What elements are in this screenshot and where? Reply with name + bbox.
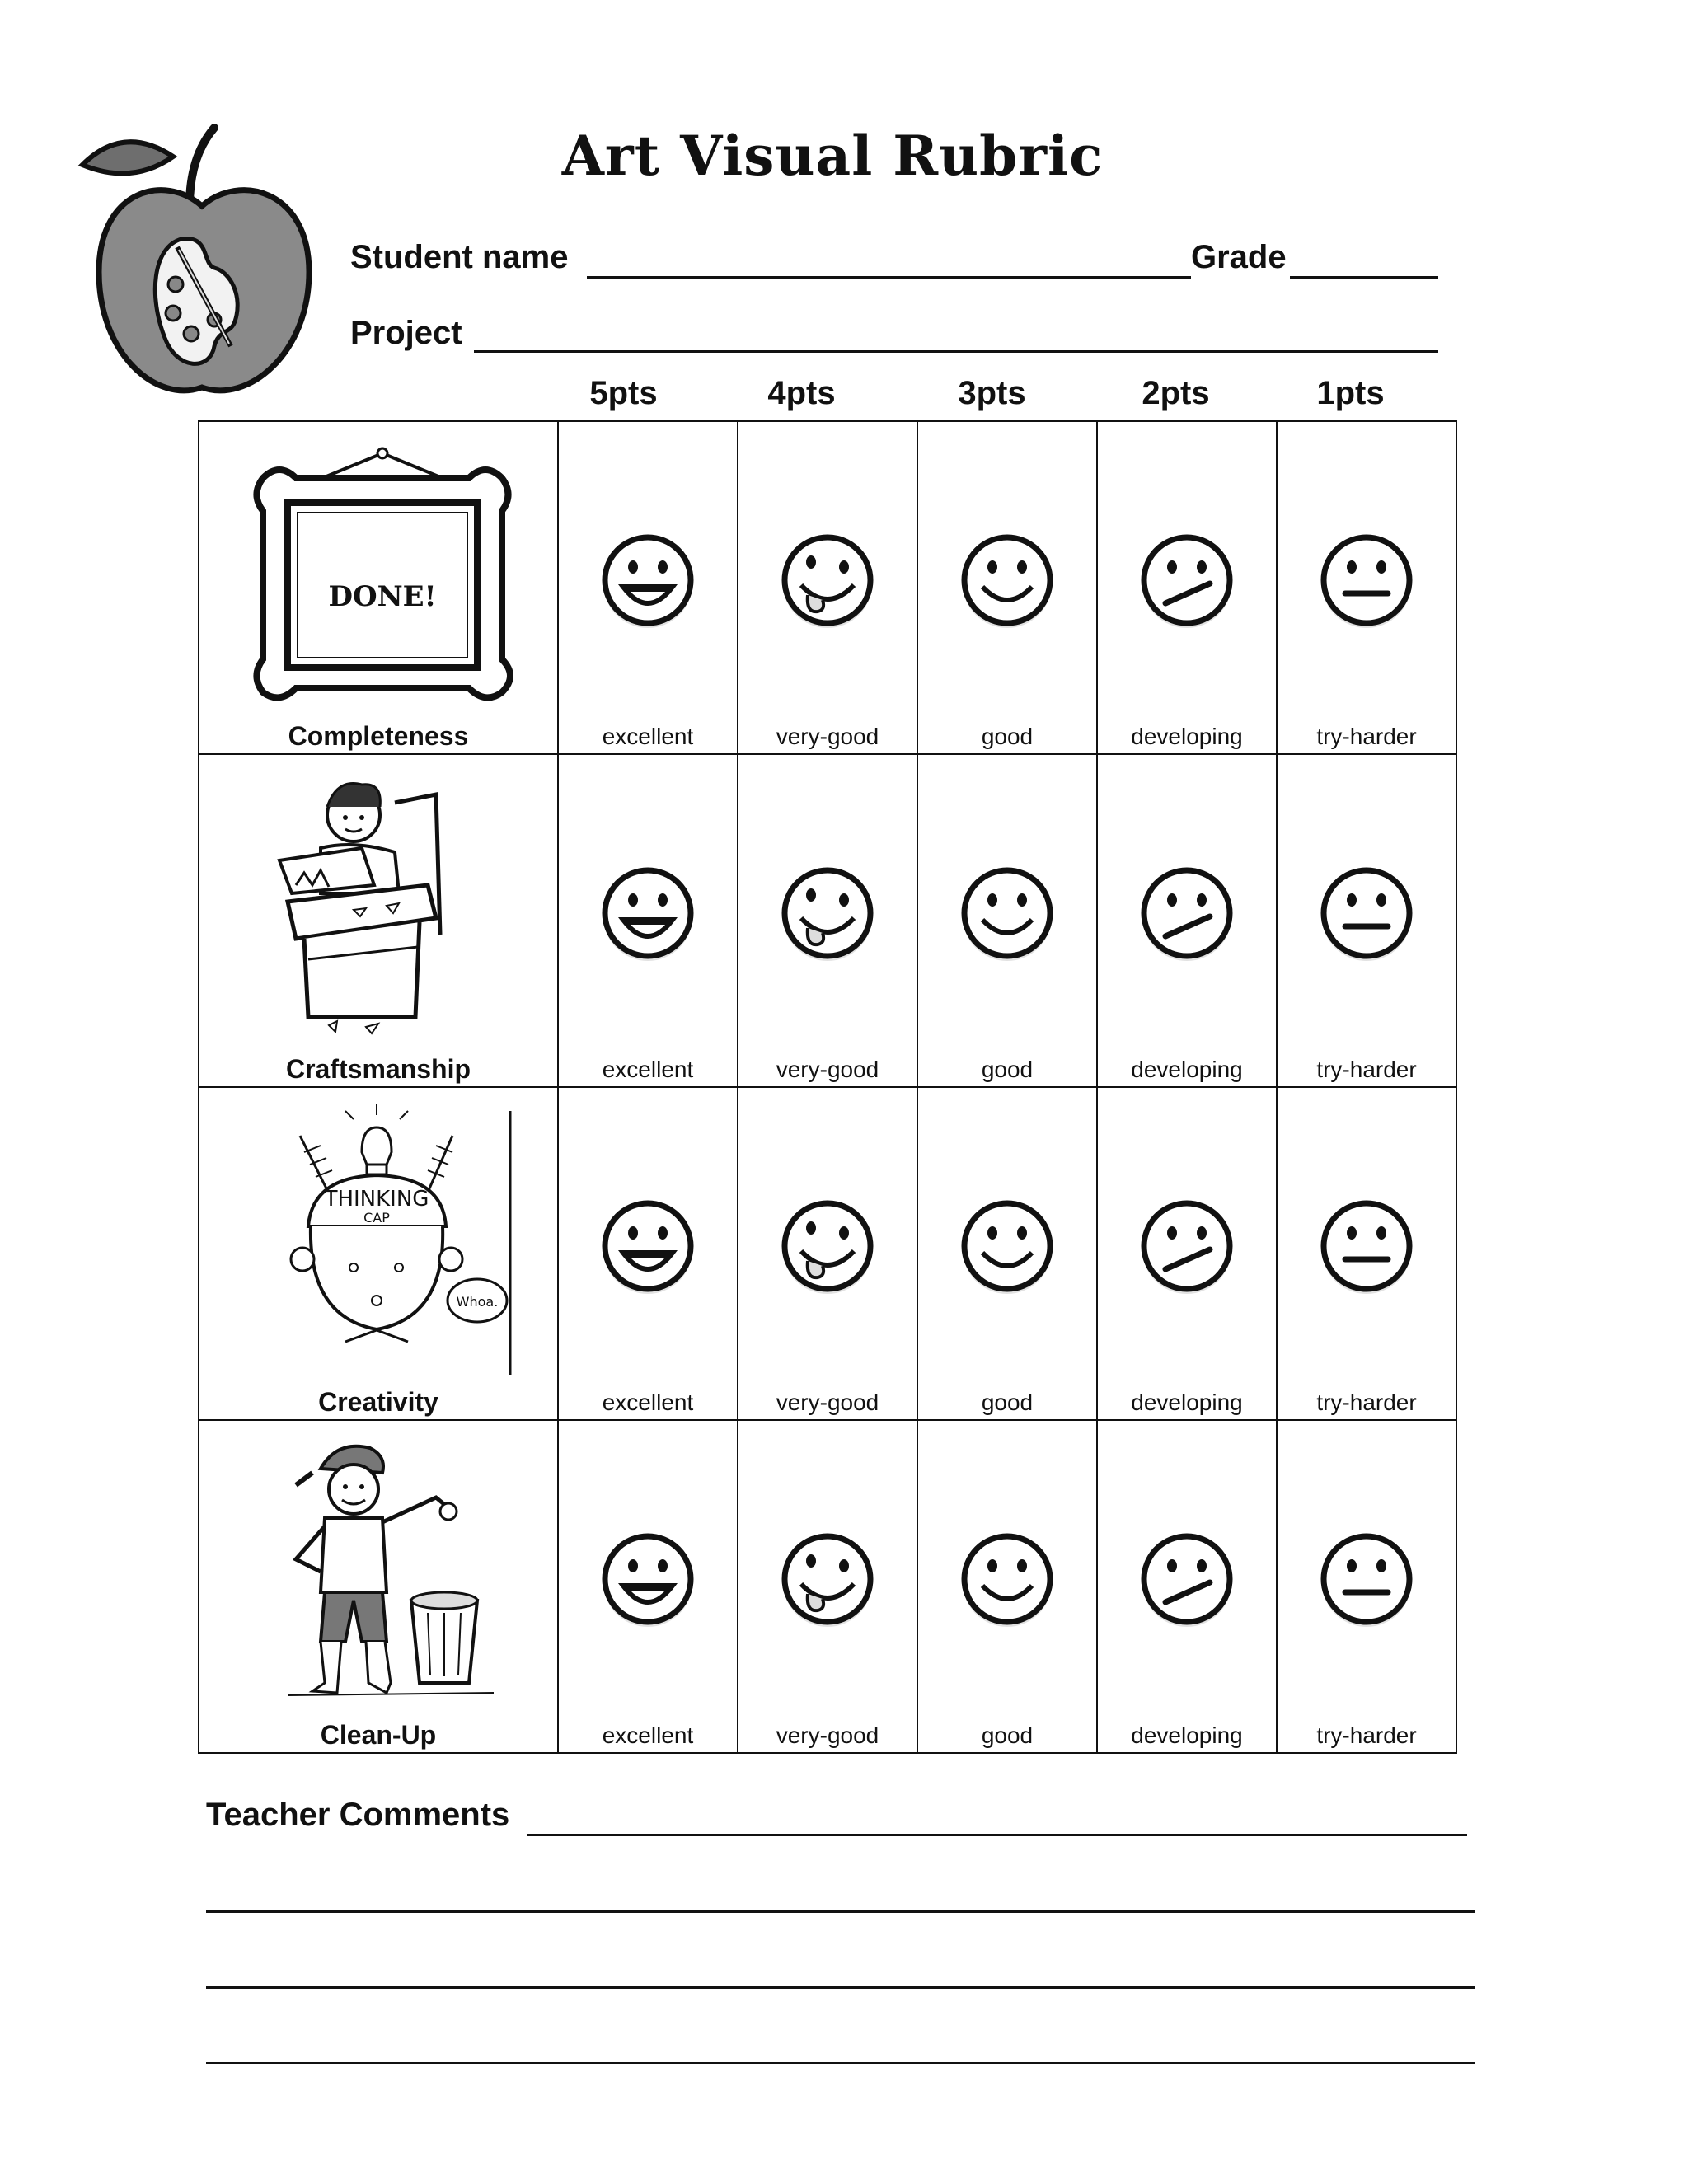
comment-line[interactable] — [206, 1986, 1475, 1989]
rating-label: developing — [1131, 1722, 1243, 1748]
criterion-cell — [199, 1420, 558, 1753]
smile-face-icon — [956, 862, 1058, 964]
smile-face-icon — [956, 1528, 1058, 1630]
rating-label: excellent — [602, 1722, 694, 1748]
criterion-label: Creativity — [318, 1387, 438, 1417]
rating-label: good — [981, 1057, 1034, 1082]
score-cell-4[interactable] — [738, 1087, 917, 1420]
teacher-comments-label: Teacher Comments — [206, 1797, 510, 1833]
criterion-cell — [199, 421, 558, 754]
comment-line[interactable] — [206, 2062, 1475, 2064]
criterion-row — [199, 1087, 1456, 1420]
boy-trash-can-illustration — [230, 1436, 527, 1708]
column-header-points: 4pts — [767, 375, 836, 411]
criterion-cell — [199, 754, 558, 1087]
criterion-row — [199, 1420, 1456, 1753]
rating-label: good — [981, 724, 1034, 749]
smile-face-icon — [956, 1195, 1058, 1297]
rating-label: try-harder — [1316, 724, 1417, 749]
comment-line[interactable] — [528, 1834, 1467, 1836]
rating-label: excellent — [602, 1057, 694, 1082]
score-cell-1[interactable] — [1277, 754, 1456, 1087]
score-cell-1[interactable] — [1277, 1420, 1456, 1753]
score-cell-4[interactable] — [738, 1420, 917, 1753]
score-cell-2[interactable] — [1097, 754, 1277, 1087]
score-cell-5[interactable] — [558, 421, 738, 754]
cap-subtext: CAP — [363, 1210, 390, 1226]
rating-label: very-good — [776, 1057, 879, 1082]
rating-label: try-harder — [1316, 1722, 1417, 1748]
big-grin-face-icon — [597, 862, 699, 964]
rubric-table — [198, 420, 1457, 1754]
page-title: Art Visual Rubric — [561, 124, 1104, 188]
criterion-row — [199, 754, 1456, 1087]
score-cell-1[interactable] — [1277, 1087, 1456, 1420]
score-cell-4[interactable] — [738, 754, 917, 1087]
project-line[interactable] — [474, 350, 1438, 353]
big-grin-face-icon — [597, 529, 699, 631]
neutral-face-icon — [1315, 862, 1418, 964]
score-cell-2[interactable] — [1097, 1420, 1277, 1753]
cap-text: THINKING — [324, 1187, 429, 1212]
score-cell-3[interactable] — [917, 1420, 1097, 1753]
project-label: Project — [350, 315, 462, 351]
boy-cutting-paper-illustration — [230, 770, 527, 1042]
grade-line[interactable] — [1290, 276, 1438, 279]
tongue-out-face-icon — [776, 862, 879, 964]
thinking-cap-kid-illustration — [230, 1103, 527, 1375]
score-cell-3[interactable] — [917, 754, 1097, 1087]
rating-label: very-good — [776, 1722, 879, 1748]
score-cell-3[interactable] — [917, 1087, 1097, 1420]
rating-label: developing — [1131, 1057, 1243, 1082]
crooked-face-icon — [1136, 1195, 1238, 1297]
done-frame-illustration — [230, 437, 527, 709]
rating-label: very-good — [776, 1390, 879, 1415]
rating-label: developing — [1131, 1390, 1243, 1415]
column-header-points: 3pts — [958, 375, 1026, 411]
score-cell-5[interactable] — [558, 754, 738, 1087]
tongue-out-face-icon — [776, 1528, 879, 1630]
score-cell-1[interactable] — [1277, 421, 1456, 754]
rating-label: excellent — [602, 724, 694, 749]
score-cell-2[interactable] — [1097, 1087, 1277, 1420]
neutral-face-icon — [1315, 529, 1418, 631]
comment-line[interactable] — [206, 1910, 1475, 1913]
rating-label: try-harder — [1316, 1057, 1417, 1082]
crooked-face-icon — [1136, 1528, 1238, 1630]
score-cell-4[interactable] — [738, 421, 917, 754]
big-grin-face-icon — [597, 1528, 699, 1630]
frame-caption: DONE! — [328, 580, 437, 613]
rating-label: good — [981, 1390, 1034, 1415]
grade-label: Grade — [1191, 239, 1287, 275]
tongue-out-face-icon — [776, 1195, 879, 1297]
crooked-face-icon — [1136, 862, 1238, 964]
speech-bubble-text: Whoa. — [456, 1294, 499, 1310]
column-header-points: 2pts — [1142, 375, 1210, 411]
student-name-line[interactable] — [587, 276, 1191, 279]
criterion-cell — [199, 1087, 558, 1420]
rating-label: good — [981, 1722, 1034, 1748]
tongue-out-face-icon — [776, 529, 879, 631]
neutral-face-icon — [1315, 1528, 1418, 1630]
rating-label: excellent — [602, 1390, 694, 1415]
big-grin-face-icon — [597, 1195, 699, 1297]
column-header-points: 5pts — [589, 375, 658, 411]
score-cell-3[interactable] — [917, 421, 1097, 754]
rating-label: try-harder — [1316, 1390, 1417, 1415]
criterion-label: Completeness — [288, 721, 469, 751]
column-header-points: 1pts — [1316, 375, 1385, 411]
smile-face-icon — [956, 529, 1058, 631]
apple-palette-logo — [66, 107, 338, 420]
score-cell-5[interactable] — [558, 1420, 738, 1753]
score-cell-5[interactable] — [558, 1087, 738, 1420]
student-name-label: Student name — [350, 239, 569, 275]
criterion-row — [199, 421, 1456, 754]
crooked-face-icon — [1136, 529, 1238, 631]
criterion-label: Craftsmanship — [285, 1054, 471, 1084]
neutral-face-icon — [1315, 1195, 1418, 1297]
score-cell-2[interactable] — [1097, 421, 1277, 754]
rating-label: developing — [1131, 724, 1243, 749]
rating-label: very-good — [776, 724, 879, 749]
criterion-label: Clean-Up — [320, 1720, 437, 1750]
